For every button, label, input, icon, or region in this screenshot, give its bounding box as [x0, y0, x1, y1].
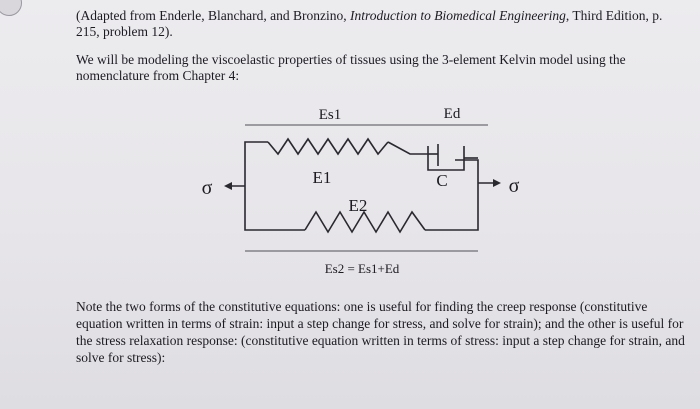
left-arrowhead — [224, 182, 232, 190]
intro-paragraph: We will be modeling the viscoelastic properties of tissues using the 3-element Kelvin model using the nomenclature from Chapter 4: — [76, 52, 626, 83]
strain-equation: Es2 = Es1+Ed — [324, 261, 400, 276]
spring-e1-lead — [388, 142, 428, 154]
spring-e1-label: E1 — [312, 168, 332, 187]
spring-e1 — [268, 139, 388, 154]
strain-dashpot-label: Ed — [443, 106, 461, 122]
note-paragraph: Note the two forms of the constitutive equations: one is useful for finding the creep response (constitutive equation written in terms of strain: input a step change for stress, and solve for strain); and the other is useful for the stress relaxation response: (constitutive equation written in terms of stress: input a step change for strain, and solve for stress): — [76, 299, 685, 365]
left-frame-wire — [245, 142, 305, 230]
citation-prefix: (Adapted from Enderle, Blanchard, and Bronzino, — [76, 8, 351, 23]
dashpot-c-label: C — [436, 171, 448, 190]
dashpot-cylinder — [428, 146, 464, 170]
stress-left-symbol: σ — [201, 177, 213, 199]
book-title: Introduction to Biomedical Engineering — [350, 8, 566, 23]
right-arrowhead — [493, 179, 501, 187]
spring-e2-label: E2 — [348, 196, 368, 215]
spring-e2 — [305, 212, 425, 232]
stress-right-symbol: σ — [508, 175, 520, 197]
citation-suffix: , Third Edition, p. 215, problem 12). — [76, 8, 663, 39]
strain-spring1-label: Es1 — [318, 107, 342, 123]
